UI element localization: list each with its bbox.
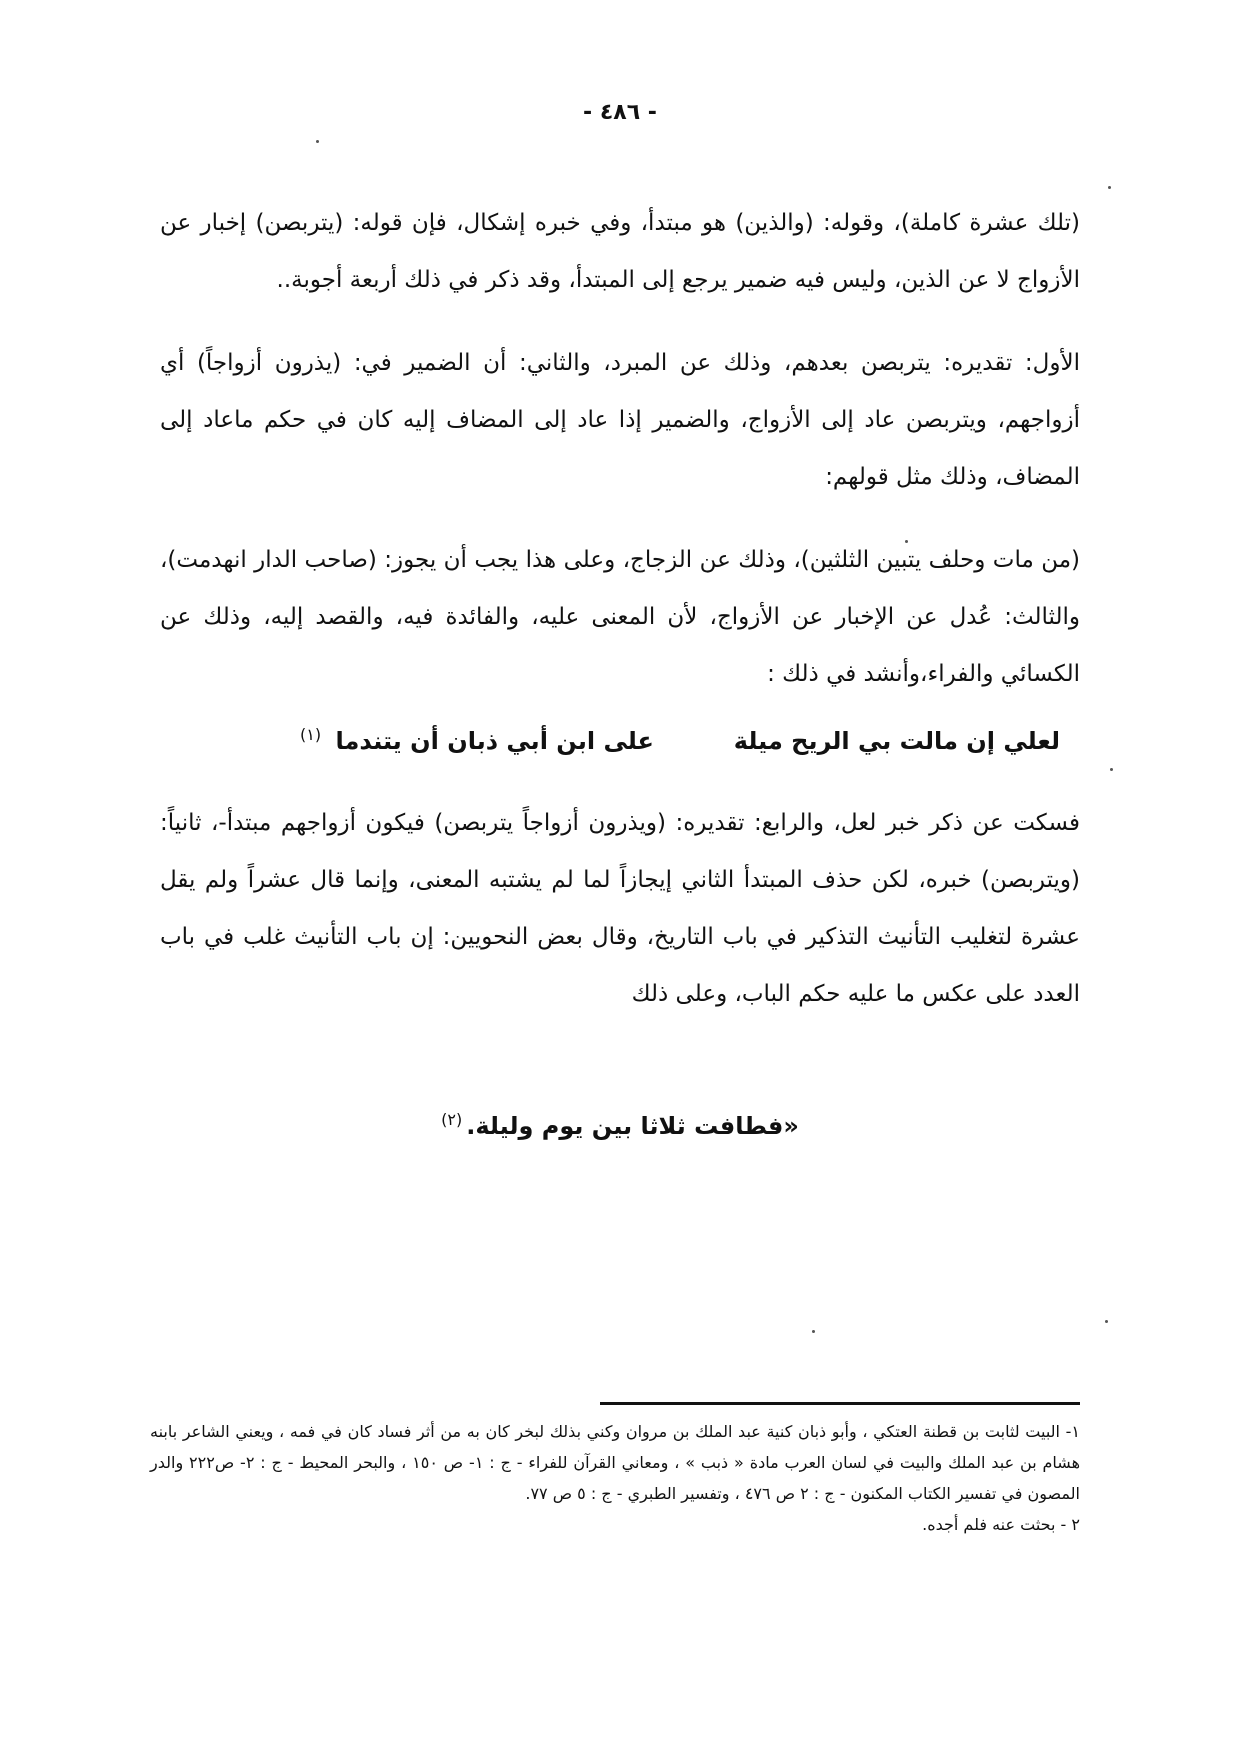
verse-second-hemistich: على ابن أبي ذبان أن يتندما bbox=[335, 727, 654, 755]
poetry-half-verse bbox=[0, 1110, 1240, 1140]
poetry-verse bbox=[300, 725, 1060, 755]
verse-second-hemistich-wrap bbox=[300, 725, 654, 755]
scan-speck bbox=[1108, 186, 1111, 189]
scan-speck bbox=[812, 1330, 815, 1333]
paragraph-3: (من مات وحلف يتبين الثلثين)، وذلك عن الزجاج، وعلى هذا يجب أن يجوز: (صاحب الدار انهدمت)، والثالث: عُدل عن الإخبار عن الأزواج، لأن المعنى عليه، والفائدة فيه، والقصد إليه، وذلك عن الكسائي والفراء،وأنشد في ذلك : bbox=[160, 547, 1080, 687]
scan-speck bbox=[316, 140, 319, 143]
paragraph-1: (تلك عشرة كاملة)، وقوله: (والذين) هو مبتدأ، وفي خبره إشكال، فإن قوله: (يتربصن) إخبار عن الأزواج لا عن الذين، وليس فيه ضمير يرجع إلى المبتدأ، وقد ذكر في ذلك أربعة أجوبة.. bbox=[160, 210, 1080, 293]
paragraph-4: فسكت عن ذكر خبر لعل، والرابع: تقديره: (ويذرون أزواجاً يتربصن) فيكون أزواجهم مبتدأ-، ثانياً: (ويتربصن) خبره، لكن حذف المبتدأ الثاني إيجازاً لما لم يشتبه المعنى، وإنما قال عشراً ولم يقل عشرة لتغليب التأنيث التذكير في باب التاريخ، وقال بعض النحويين: إن باب التأنيث غلب في باب العدد على عكس ما عليه حكم الباب، وعلى ذلك bbox=[160, 810, 1080, 1007]
footnote-1: ١- البيت لثابت بن قطنة العتكي ، وأبو ذبان كنية عبد الملك بن مروان وكني بذلك لبخر كان به من أثر فساد كان في فمه ، ويعني الشاعر بابنه هشام بن عبد الملك والبيت في لسان العرب مادة « ذبب » ، ومعاني القرآن للفراء - ج : ١- ص ١٥٠ ، والبحر المحيط - ج : ٢- ص٢٢٢ والدر المصون في تفسير الكتاب المكنون - ج : ٢ ص ٤٧٦ ، وتفسير الطبري - ج : ٥ ص ٧٧. bbox=[150, 1422, 1081, 1503]
scan-speck bbox=[1110, 768, 1113, 771]
footnote-reference-1: (١) bbox=[300, 725, 322, 744]
footnote-divider bbox=[600, 1402, 1080, 1405]
scan-speck bbox=[905, 540, 908, 543]
footnotes bbox=[150, 1416, 1080, 1540]
scan-speck bbox=[1105, 1320, 1108, 1323]
footnote-reference-2: (٢) bbox=[441, 1110, 463, 1129]
half-verse-text: «فطافت ثلاثا بين يوم وليلة. bbox=[466, 1112, 799, 1140]
page-number: - ٤٨٦ - bbox=[583, 100, 657, 125]
main-text bbox=[160, 195, 1080, 1049]
paragraph-2: الأول: تقديره: يتربصن بعدهم، وذلك عن المبرد، والثاني: أن الضمير في: (يذرون أزواجاً) أي أزواجهم، ويتربصن عاد إلى الأزواج، والضمير إذا عاد إلى المضاف إليه كان في حكم ماعاد إلى المضاف، وذلك مثل قولهم: bbox=[160, 350, 1080, 490]
verse-first-hemistich: لعلي إن مالت بي الريح ميلة bbox=[733, 727, 1060, 755]
footnote-2: ٢ - بحثت عنه فلم أجده. bbox=[922, 1515, 1080, 1534]
